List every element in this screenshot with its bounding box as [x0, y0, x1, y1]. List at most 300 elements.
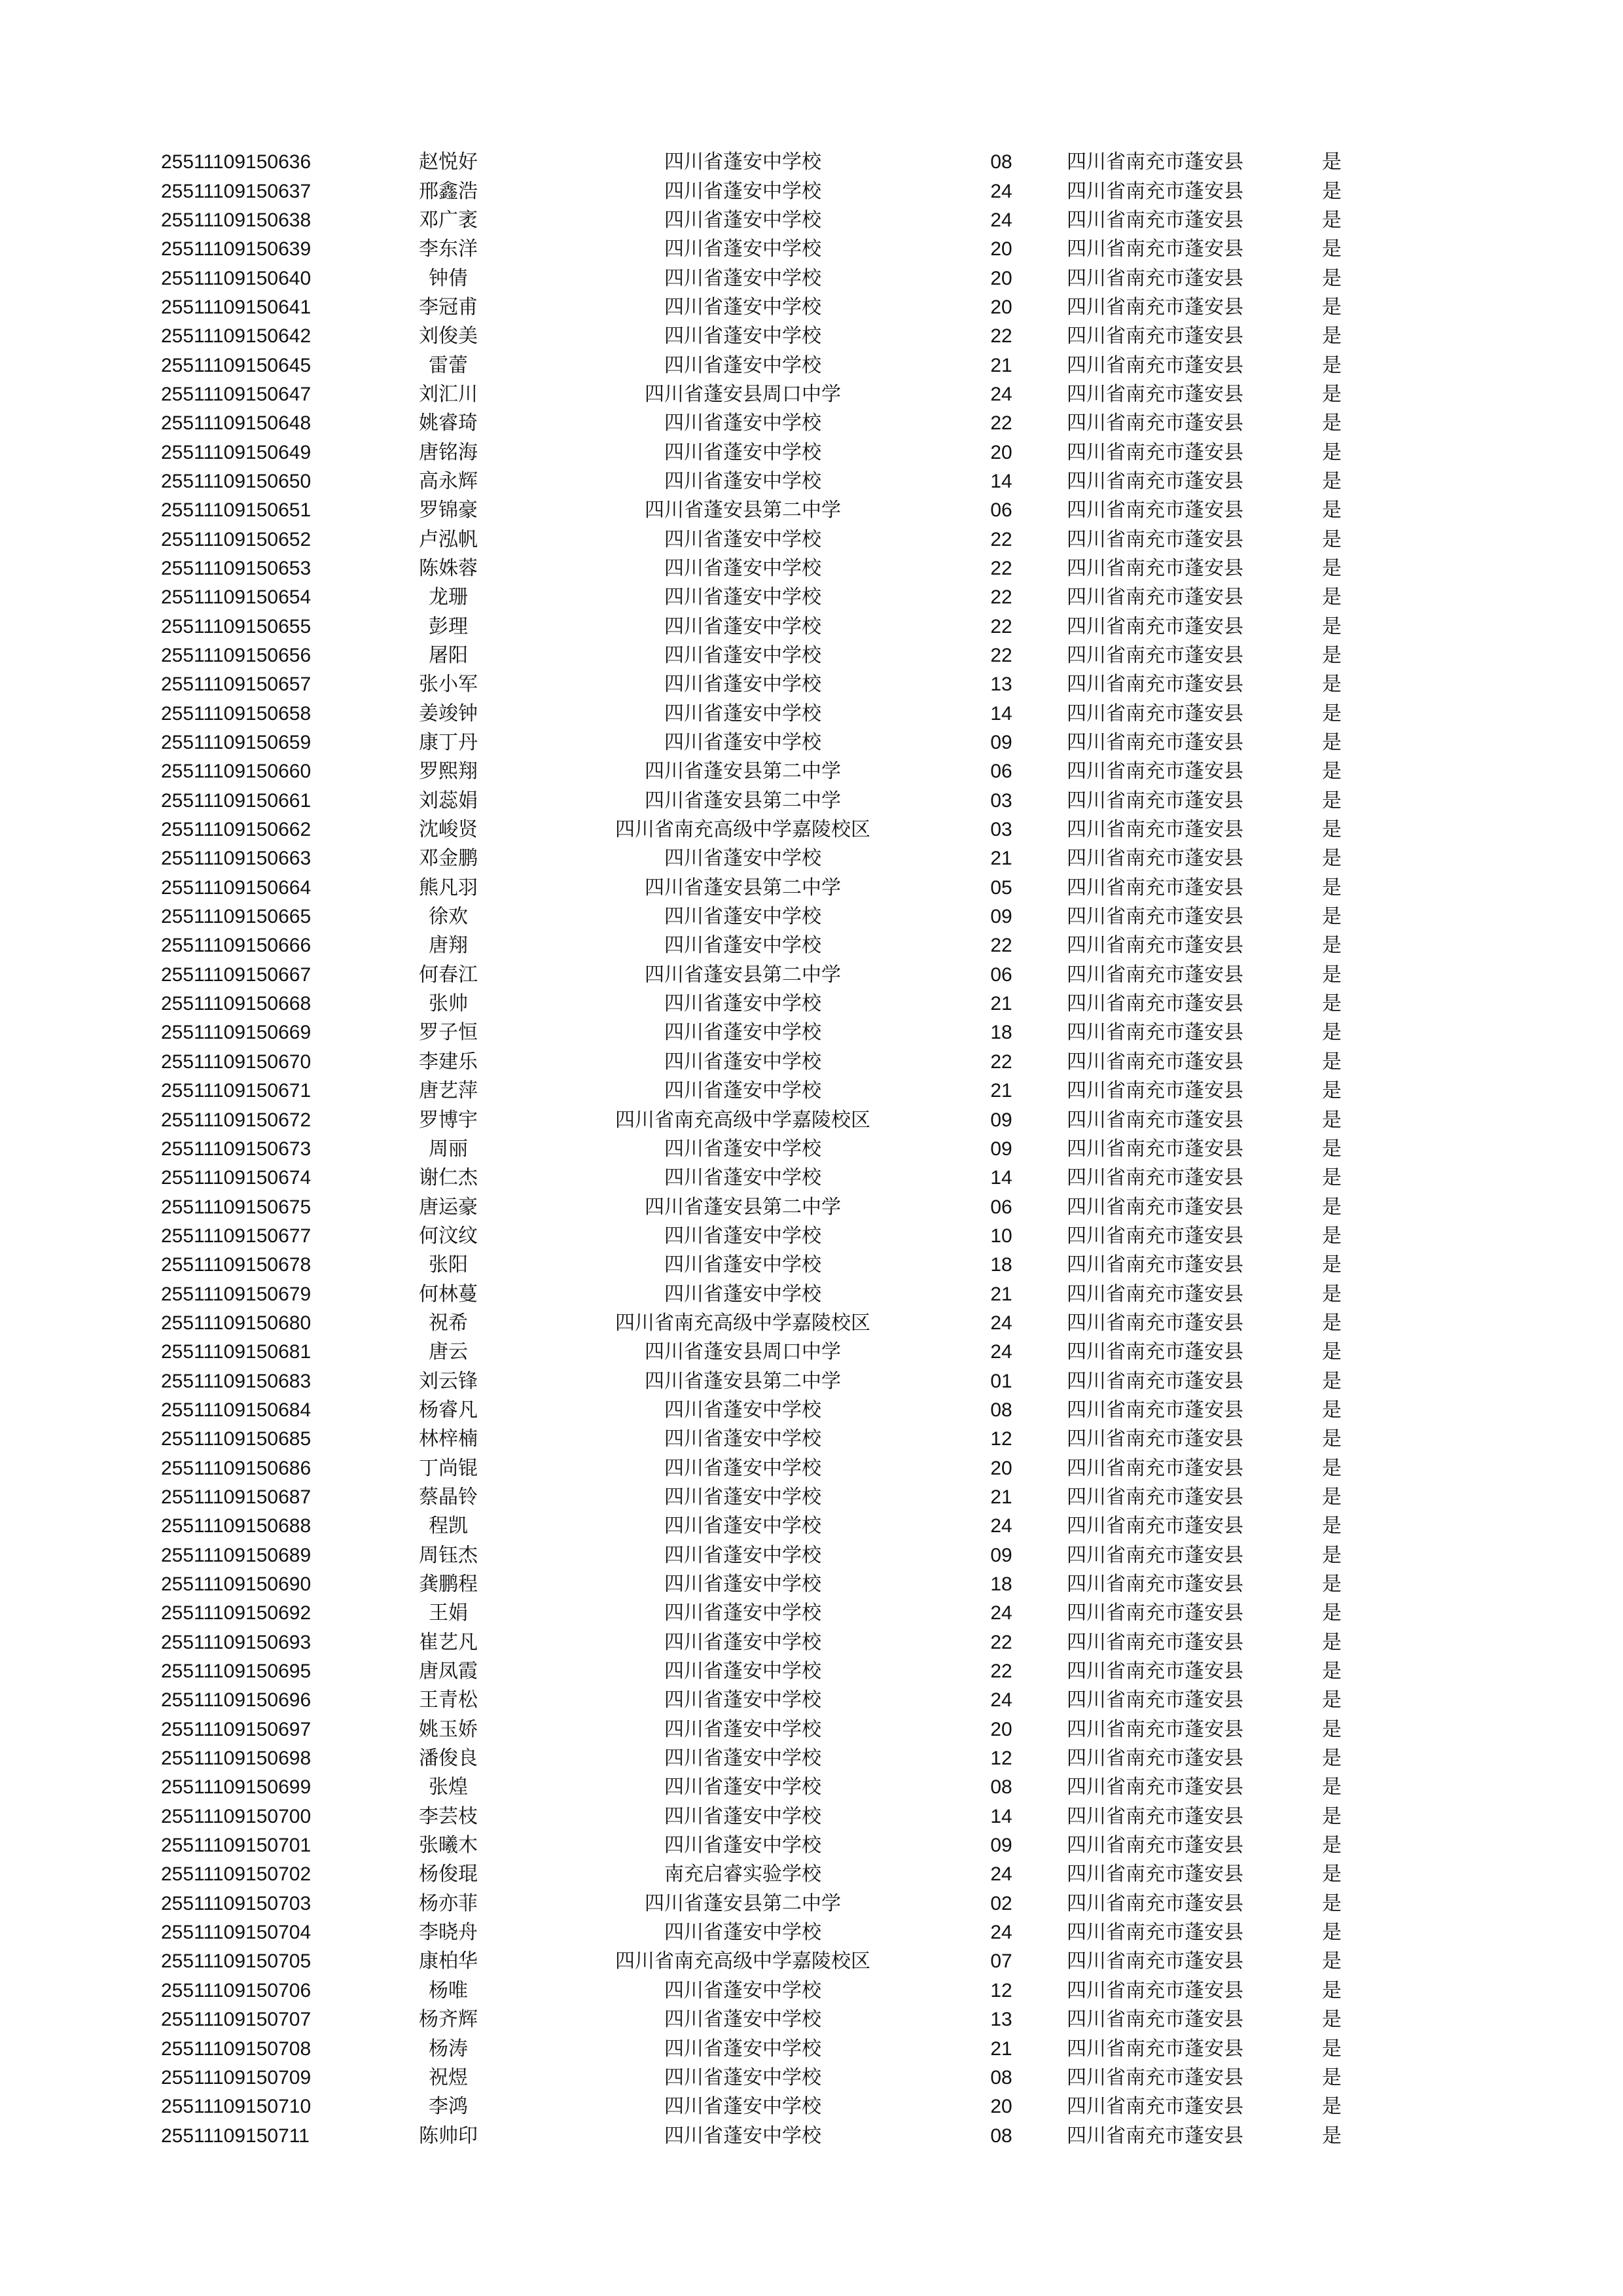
region-cell: 四川省南充市蓬安县	[1067, 2009, 1243, 2031]
table-row	[161, 322, 1342, 351]
exam-number-cell: 25511109150698	[161, 1748, 312, 1770]
class-code-cell: 08	[990, 2125, 1012, 2147]
status-flag-cell: 是	[1322, 1080, 1342, 1102]
table-row	[161, 1628, 1342, 1657]
region-cell: 四川省南充市蓬安县	[1067, 1950, 1243, 1973]
exam-number-cell: 25511109150710	[161, 2096, 312, 2118]
table-row	[161, 1803, 1342, 1831]
class-code-cell: 01	[990, 1370, 1012, 1392]
status-flag-cell: 是	[1322, 732, 1342, 754]
region-cell: 四川省南充市蓬安县	[1067, 1835, 1243, 1857]
exam-number-cell: 25511109150690	[161, 1573, 312, 1596]
class-code-cell: 06	[990, 761, 1012, 783]
class-code-cell: 24	[990, 1863, 1012, 1886]
region-cell: 四川省南充市蓬安县	[1067, 963, 1243, 986]
region-cell: 四川省南充市蓬安县	[1067, 2037, 1243, 2060]
exam-number-cell: 25511109150637	[161, 180, 312, 202]
class-code-cell: 09	[990, 1138, 1012, 1160]
status-flag-cell: 是	[1322, 151, 1342, 173]
exam-number-cell: 25511109150660	[161, 761, 312, 783]
school-cell: 四川省蓬安中学校	[664, 673, 821, 696]
student-name-cell: 张煌	[429, 1776, 468, 1799]
school-cell: 四川省蓬安中学校	[664, 470, 821, 492]
student-name-cell: 周丽	[429, 1138, 468, 1160]
table-row	[161, 931, 1342, 960]
class-code-cell: 14	[990, 1805, 1012, 1827]
class-code-cell: 24	[990, 180, 1012, 202]
status-flag-cell: 是	[1322, 2096, 1342, 2118]
exam-number-cell: 25511109150684	[161, 1399, 312, 1421]
exam-number-cell: 25511109150645	[161, 354, 312, 376]
student-name-cell: 罗锦豪	[419, 499, 478, 522]
exam-number-cell: 25511109150642	[161, 325, 312, 348]
student-name-cell: 康丁丹	[419, 732, 478, 754]
status-flag-cell: 是	[1322, 819, 1342, 841]
status-flag-cell: 是	[1322, 1196, 1342, 1218]
exam-number-cell: 25511109150672	[161, 1109, 312, 1131]
exam-number-cell: 25511109150656	[161, 645, 312, 667]
table-row	[161, 1454, 1342, 1482]
status-flag-cell: 是	[1322, 1515, 1342, 1537]
exam-number-cell: 25511109150670	[161, 1050, 312, 1073]
exam-number-cell: 25511109150687	[161, 1486, 312, 1508]
school-cell: 南充启睿实验学校	[664, 1863, 821, 1886]
class-code-cell: 07	[990, 1950, 1012, 1973]
school-cell: 四川省蓬安县第二中学	[645, 789, 841, 812]
table-row	[161, 1918, 1342, 1947]
status-flag-cell: 是	[1322, 180, 1342, 202]
school-cell: 四川省蓬安中学校	[664, 1138, 821, 1160]
school-cell: 四川省蓬安中学校	[664, 2125, 821, 2147]
student-name-cell: 祝煜	[429, 2066, 468, 2089]
school-cell: 四川省蓬安中学校	[664, 906, 821, 928]
class-code-cell: 14	[990, 470, 1012, 492]
student-name-cell: 杨亦菲	[419, 1892, 478, 1914]
roster-body	[161, 148, 1342, 2151]
school-cell: 四川省蓬安中学校	[664, 935, 821, 957]
status-flag-cell: 是	[1322, 963, 1342, 986]
exam-number-cell: 25511109150708	[161, 2037, 312, 2060]
exam-number-cell: 25511109150693	[161, 1631, 312, 1653]
school-cell: 四川省蓬安中学校	[664, 848, 821, 870]
student-name-cell: 何林蔓	[419, 1283, 478, 1305]
student-name-cell: 刘俊美	[419, 325, 478, 348]
region-cell: 四川省南充市蓬安县	[1067, 2096, 1243, 2118]
table-row	[161, 438, 1342, 467]
student-name-cell: 张帅	[429, 993, 468, 1015]
student-name-cell: 雷蕾	[429, 354, 468, 376]
region-cell: 四川省南充市蓬安县	[1067, 1050, 1243, 1073]
region-cell: 四川省南充市蓬安县	[1067, 1718, 1243, 1740]
school-cell: 四川省蓬安中学校	[664, 1428, 821, 1450]
table-row	[161, 670, 1342, 699]
region-cell: 四川省南充市蓬安县	[1067, 1138, 1243, 1160]
region-cell: 四川省南充市蓬安县	[1067, 1689, 1243, 1712]
table-row	[161, 496, 1342, 525]
class-code-cell: 18	[990, 1573, 1012, 1596]
student-name-cell: 钟倩	[429, 267, 468, 289]
table-row	[161, 1367, 1342, 1395]
student-name-cell: 刘汇川	[419, 383, 478, 405]
table-row	[161, 990, 1342, 1018]
region-cell: 四川省南充市蓬安县	[1067, 499, 1243, 522]
school-cell: 四川省蓬安中学校	[664, 586, 821, 609]
table-row	[161, 1657, 1342, 1686]
student-name-cell: 王娟	[429, 1602, 468, 1624]
table-row	[161, 1048, 1342, 1077]
school-cell: 四川省蓬安中学校	[664, 2009, 821, 2031]
status-flag-cell: 是	[1322, 1312, 1342, 1334]
status-flag-cell: 是	[1322, 209, 1342, 231]
class-code-cell: 02	[990, 1892, 1012, 1914]
school-cell: 四川省蓬安县周口中学	[645, 383, 841, 405]
status-flag-cell: 是	[1322, 267, 1342, 289]
table-row	[161, 2064, 1342, 2092]
school-cell: 四川省蓬安中学校	[664, 1457, 821, 1479]
student-name-cell: 杨睿凡	[419, 1399, 478, 1421]
class-code-cell: 22	[990, 586, 1012, 609]
school-cell: 四川省蓬安中学校	[664, 557, 821, 579]
region-cell: 四川省南充市蓬安县	[1067, 819, 1243, 841]
class-code-cell: 22	[990, 935, 1012, 957]
table-row	[161, 1599, 1342, 1628]
school-cell: 四川省蓬安县第二中学	[645, 761, 841, 783]
class-code-cell: 14	[990, 702, 1012, 725]
table-row	[161, 757, 1342, 786]
table-row	[161, 2092, 1342, 2121]
student-name-cell: 邢鑫浩	[419, 180, 478, 202]
region-cell: 四川省南充市蓬安县	[1067, 1312, 1243, 1334]
status-flag-cell: 是	[1322, 993, 1342, 1015]
class-code-cell: 08	[990, 2066, 1012, 2089]
school-cell: 四川省南充高级中学嘉陵校区	[615, 1950, 870, 1973]
status-flag-cell: 是	[1322, 499, 1342, 522]
status-flag-cell: 是	[1322, 1979, 1342, 2001]
school-cell: 四川省蓬安县第二中学	[645, 499, 841, 522]
class-code-cell: 21	[990, 1486, 1012, 1508]
school-cell: 四川省南充高级中学嘉陵校区	[615, 1109, 870, 1131]
table-row	[161, 844, 1342, 873]
school-cell: 四川省蓬安中学校	[664, 238, 821, 260]
student-name-cell: 蔡晶铃	[419, 1486, 478, 1508]
table-row	[161, 1890, 1342, 1918]
exam-number-cell: 25511109150680	[161, 1312, 312, 1334]
status-flag-cell: 是	[1322, 2125, 1342, 2147]
school-cell: 四川省蓬安中学校	[664, 1718, 821, 1740]
table-row	[161, 1164, 1342, 1193]
class-code-cell: 09	[990, 1835, 1012, 1857]
region-cell: 四川省南充市蓬安县	[1067, 761, 1243, 783]
exam-number-cell: 25511109150703	[161, 1892, 312, 1914]
region-cell: 四川省南充市蓬安县	[1067, 615, 1243, 637]
table-row	[161, 264, 1342, 293]
table-row	[161, 1309, 1342, 1338]
class-code-cell: 21	[990, 2037, 1012, 2060]
table-row	[161, 1396, 1342, 1425]
class-code-cell: 06	[990, 1196, 1012, 1218]
exam-number-cell: 25511109150711	[161, 2125, 310, 2147]
table-row	[161, 1541, 1342, 1570]
school-cell: 四川省蓬安中学校	[664, 180, 821, 202]
class-code-cell: 21	[990, 1080, 1012, 1102]
student-name-cell: 刘云锋	[419, 1370, 478, 1392]
exam-number-cell: 25511109150662	[161, 819, 312, 841]
region-cell: 四川省南充市蓬安县	[1067, 1544, 1243, 1566]
status-flag-cell: 是	[1322, 1922, 1342, 1944]
class-code-cell: 09	[990, 906, 1012, 928]
student-name-cell: 杨俊琨	[419, 1863, 478, 1886]
table-row	[161, 409, 1342, 438]
region-cell: 四川省南充市蓬安县	[1067, 557, 1243, 579]
class-code-cell: 18	[990, 1254, 1012, 1276]
status-flag-cell: 是	[1322, 1718, 1342, 1740]
status-flag-cell: 是	[1322, 383, 1342, 405]
status-flag-cell: 是	[1322, 1602, 1342, 1624]
class-code-cell: 12	[990, 1748, 1012, 1770]
status-flag-cell: 是	[1322, 1573, 1342, 1596]
table-row	[161, 554, 1342, 583]
student-name-cell: 张阳	[429, 1254, 468, 1276]
school-cell: 四川省蓬安中学校	[664, 209, 821, 231]
region-cell: 四川省南充市蓬安县	[1067, 1167, 1243, 1189]
school-cell: 四川省蓬安中学校	[664, 2096, 821, 2118]
status-flag-cell: 是	[1322, 935, 1342, 957]
table-row	[161, 2034, 1342, 2063]
exam-number-cell: 25511109150657	[161, 673, 312, 696]
table-row	[161, 700, 1342, 728]
table-row	[161, 1715, 1342, 1744]
class-code-cell: 21	[990, 354, 1012, 376]
table-row	[161, 1135, 1342, 1164]
student-name-cell: 谢仁杰	[419, 1167, 478, 1189]
table-row	[161, 641, 1342, 670]
region-cell: 四川省南充市蓬安县	[1067, 1196, 1243, 1218]
region-cell: 四川省南充市蓬安县	[1067, 2066, 1243, 2089]
school-cell: 四川省南充高级中学嘉陵校区	[615, 1312, 870, 1334]
table-row	[161, 2121, 1342, 2150]
student-name-cell: 潘俊良	[419, 1748, 478, 1770]
class-code-cell: 06	[990, 963, 1012, 986]
class-code-cell: 24	[990, 1312, 1012, 1334]
class-code-cell: 20	[990, 441, 1012, 463]
status-flag-cell: 是	[1322, 1341, 1342, 1363]
exam-number-cell: 25511109150665	[161, 906, 312, 928]
status-flag-cell: 是	[1322, 2009, 1342, 2031]
school-cell: 四川省蓬安中学校	[664, 1050, 821, 1073]
exam-number-cell: 25511109150697	[161, 1718, 312, 1740]
class-code-cell: 22	[990, 1631, 1012, 1653]
exam-number-cell: 25511109150663	[161, 848, 312, 870]
exam-number-cell: 25511109150673	[161, 1138, 312, 1160]
school-cell: 四川省蓬安中学校	[664, 1979, 821, 2001]
exam-number-cell: 25511109150668	[161, 993, 312, 1015]
status-flag-cell: 是	[1322, 848, 1342, 870]
status-flag-cell: 是	[1322, 702, 1342, 725]
class-code-cell: 22	[990, 615, 1012, 637]
region-cell: 四川省南充市蓬安县	[1067, 876, 1243, 899]
school-cell: 四川省蓬安中学校	[664, 1631, 821, 1653]
table-row	[161, 1105, 1342, 1134]
region-cell: 四川省南充市蓬安县	[1067, 1486, 1243, 1508]
status-flag-cell: 是	[1322, 1167, 1342, 1189]
table-row	[161, 148, 1342, 177]
exam-number-cell: 25511109150692	[161, 1602, 312, 1624]
table-row	[161, 1077, 1342, 1105]
status-flag-cell: 是	[1322, 412, 1342, 435]
region-cell: 四川省南充市蓬安县	[1067, 1399, 1243, 1421]
region-cell: 四川省南充市蓬安县	[1067, 935, 1243, 957]
status-flag-cell: 是	[1322, 1863, 1342, 1886]
student-name-cell: 祝希	[429, 1312, 468, 1334]
student-name-cell: 李东洋	[419, 238, 478, 260]
status-flag-cell: 是	[1322, 1544, 1342, 1566]
student-name-cell: 邓金鹏	[419, 848, 478, 870]
status-flag-cell: 是	[1322, 615, 1342, 637]
region-cell: 四川省南充市蓬安县	[1067, 789, 1243, 812]
region-cell: 四川省南充市蓬安县	[1067, 354, 1243, 376]
table-row	[161, 1744, 1342, 1773]
class-code-cell: 22	[990, 1050, 1012, 1073]
class-code-cell: 22	[990, 645, 1012, 667]
table-row	[161, 1483, 1342, 1512]
exam-number-cell: 25511109150661	[161, 789, 312, 812]
class-code-cell: 08	[990, 1399, 1012, 1421]
student-name-cell: 张曦木	[419, 1835, 478, 1857]
region-cell: 四川省南充市蓬安县	[1067, 1428, 1243, 1450]
region-cell: 四川省南充市蓬安县	[1067, 1748, 1243, 1770]
region-cell: 四川省南充市蓬安县	[1067, 1080, 1243, 1102]
region-cell: 四川省南充市蓬安县	[1067, 151, 1243, 173]
region-cell: 四川省南充市蓬安县	[1067, 325, 1243, 348]
class-code-cell: 03	[990, 819, 1012, 841]
region-cell: 四川省南充市蓬安县	[1067, 673, 1243, 696]
status-flag-cell: 是	[1322, 1022, 1342, 1044]
student-name-cell: 赵悦好	[419, 151, 478, 173]
status-flag-cell: 是	[1322, 296, 1342, 318]
class-code-cell: 03	[990, 789, 1012, 812]
region-cell: 四川省南充市蓬安县	[1067, 470, 1243, 492]
school-cell: 四川省蓬安中学校	[664, 1776, 821, 1799]
region-cell: 四川省南充市蓬安县	[1067, 1602, 1243, 1624]
school-cell: 四川省蓬安中学校	[664, 1748, 821, 1770]
school-cell: 四川省蓬安县第二中学	[645, 1370, 841, 1392]
student-name-cell: 彭理	[429, 615, 468, 637]
status-flag-cell: 是	[1322, 1689, 1342, 1712]
exam-number-cell: 25511109150681	[161, 1341, 312, 1363]
table-row	[161, 583, 1342, 612]
status-flag-cell: 是	[1322, 876, 1342, 899]
status-flag-cell: 是	[1322, 1109, 1342, 1131]
status-flag-cell: 是	[1322, 1428, 1342, 1450]
region-cell: 四川省南充市蓬安县	[1067, 1922, 1243, 1944]
table-row	[161, 1831, 1342, 1860]
status-flag-cell: 是	[1322, 1748, 1342, 1770]
student-name-cell: 程凯	[429, 1515, 468, 1537]
region-cell: 四川省南充市蓬安县	[1067, 441, 1243, 463]
student-name-cell: 姜竣钟	[419, 702, 478, 725]
table-row	[161, 1338, 1342, 1367]
student-name-cell: 罗子恒	[419, 1022, 478, 1044]
table-row	[161, 1193, 1342, 1221]
status-flag-cell: 是	[1322, 1399, 1342, 1421]
exam-number-cell: 25511109150678	[161, 1254, 312, 1276]
class-code-cell: 12	[990, 1979, 1012, 2001]
student-name-cell: 屠阳	[429, 645, 468, 667]
exam-number-cell: 25511109150655	[161, 615, 312, 637]
school-cell: 四川省蓬安中学校	[664, 1225, 821, 1247]
exam-number-cell: 25511109150658	[161, 702, 312, 725]
student-name-cell: 龚鹏程	[419, 1573, 478, 1596]
region-cell: 四川省南充市蓬安县	[1067, 645, 1243, 667]
student-name-cell: 康柏华	[419, 1950, 478, 1973]
exam-number-cell: 25511109150686	[161, 1457, 312, 1479]
student-name-cell: 林梓楠	[419, 1428, 478, 1450]
region-cell: 四川省南充市蓬安县	[1067, 1515, 1243, 1537]
table-row	[161, 351, 1342, 380]
class-code-cell: 05	[990, 876, 1012, 899]
student-name-cell: 唐云	[429, 1341, 468, 1363]
student-name-cell: 熊凡羽	[419, 876, 478, 899]
student-name-cell: 邓广袤	[419, 209, 478, 231]
region-cell: 四川省南充市蓬安县	[1067, 993, 1243, 1015]
school-cell: 四川省蓬安中学校	[664, 267, 821, 289]
status-flag-cell: 是	[1322, 1138, 1342, 1160]
student-name-cell: 张小军	[419, 673, 478, 696]
exam-number-cell: 25511109150702	[161, 1863, 312, 1886]
region-cell: 四川省南充市蓬安县	[1067, 1341, 1243, 1363]
region-cell: 四川省南充市蓬安县	[1067, 732, 1243, 754]
status-flag-cell: 是	[1322, 470, 1342, 492]
exam-number-cell: 25511109150648	[161, 412, 312, 435]
status-flag-cell: 是	[1322, 1050, 1342, 1073]
exam-number-cell: 25511109150654	[161, 586, 312, 609]
student-name-cell: 杨唯	[429, 1979, 468, 2001]
exam-number-cell: 25511109150688	[161, 1515, 312, 1537]
status-flag-cell: 是	[1322, 557, 1342, 579]
region-cell: 四川省南充市蓬安县	[1067, 1863, 1243, 1886]
school-cell: 四川省蓬安中学校	[664, 1486, 821, 1508]
table-row	[161, 874, 1342, 903]
status-flag-cell: 是	[1322, 1225, 1342, 1247]
student-name-cell: 丁尚锟	[419, 1457, 478, 1479]
class-code-cell: 24	[990, 1341, 1012, 1363]
school-cell: 四川省蓬安中学校	[664, 1022, 821, 1044]
region-cell: 四川省南充市蓬安县	[1067, 1631, 1243, 1653]
region-cell: 四川省南充市蓬安县	[1067, 1979, 1243, 2001]
student-name-cell: 卢泓帆	[419, 528, 478, 550]
region-cell: 四川省南充市蓬安县	[1067, 1370, 1243, 1392]
region-cell: 四川省南充市蓬安县	[1067, 702, 1243, 725]
class-code-cell: 20	[990, 1718, 1012, 1740]
status-flag-cell: 是	[1322, 1776, 1342, 1799]
school-cell: 四川省蓬安中学校	[664, 528, 821, 550]
class-code-cell: 24	[990, 209, 1012, 231]
school-cell: 四川省蓬安中学校	[664, 1689, 821, 1712]
class-code-cell: 09	[990, 1109, 1012, 1131]
status-flag-cell: 是	[1322, 441, 1342, 463]
class-code-cell: 22	[990, 1660, 1012, 1683]
status-flag-cell: 是	[1322, 586, 1342, 609]
region-cell: 四川省南充市蓬安县	[1067, 267, 1243, 289]
class-code-cell: 18	[990, 1022, 1012, 1044]
school-cell: 四川省蓬安中学校	[664, 1515, 821, 1537]
table-row	[161, 816, 1342, 844]
exam-number-cell: 25511109150685	[161, 1428, 312, 1450]
exam-number-cell: 25511109150674	[161, 1167, 312, 1189]
student-name-cell: 杨齐辉	[419, 2009, 478, 2031]
school-cell: 四川省蓬安中学校	[664, 1835, 821, 1857]
school-cell: 四川省蓬安中学校	[664, 645, 821, 667]
